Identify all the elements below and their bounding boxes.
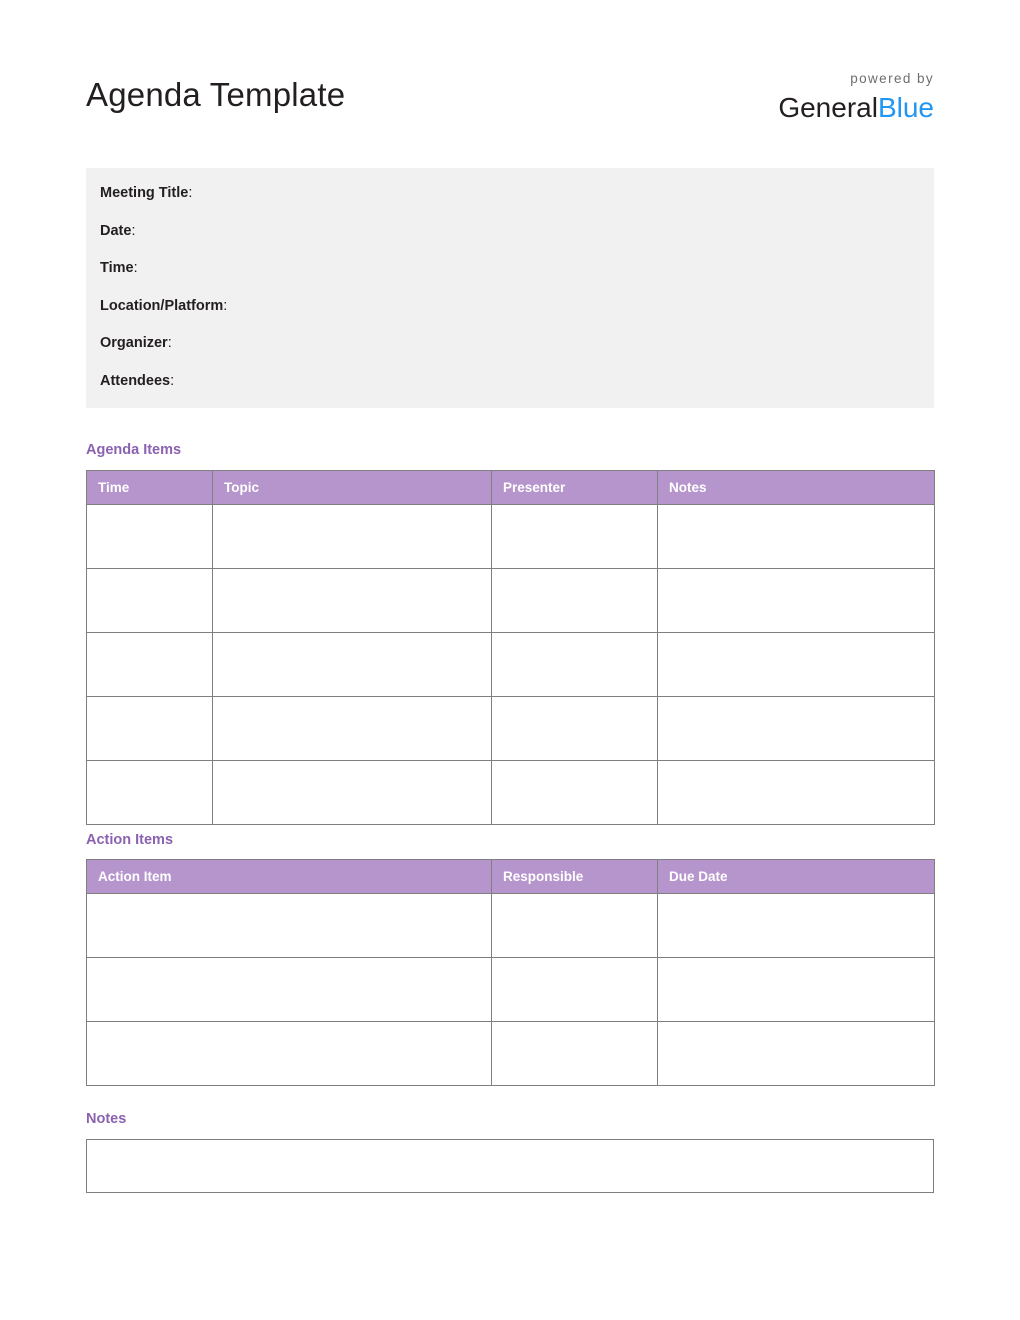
date-label: Date — [100, 222, 132, 239]
action-cell-item[interactable] — [87, 958, 492, 1022]
action-cell-due-date[interactable] — [658, 894, 935, 958]
table-row — [87, 569, 935, 633]
action-col-responsible: Responsible — [492, 860, 658, 894]
organizer-label: Organizer — [100, 335, 168, 351]
table-row — [87, 958, 935, 1022]
time-label: Time — [100, 260, 134, 276]
document-header — [86, 0, 934, 152]
table-row — [87, 1022, 935, 1086]
meeting-title-colon: : — [188, 185, 193, 201]
action-cell-due-date[interactable] — [658, 1022, 935, 1086]
brand-name — [778, 91, 934, 123]
location-label: Location/Platform — [100, 297, 224, 314]
agenda-cell-notes[interactable] — [658, 569, 935, 633]
agenda-cell-topic[interactable] — [213, 761, 492, 825]
page-content — [86, 0, 934, 152]
time-row[interactable] — [86, 261, 934, 276]
agenda-col-topic: Topic — [213, 471, 492, 505]
action-cell-item[interactable] — [87, 894, 492, 958]
organizer-colon: : — [167, 335, 172, 351]
attendees-label: Attendees — [100, 372, 171, 389]
date-row[interactable] — [86, 224, 934, 239]
agenda-cell-topic[interactable] — [213, 697, 492, 761]
brand-logo — [778, 72, 934, 122]
action-cell-responsible[interactable] — [492, 894, 658, 958]
action-items-section-title: Action Items — [86, 832, 174, 848]
table-header-row — [87, 860, 935, 894]
date-colon: : — [131, 222, 136, 239]
table-row — [87, 894, 935, 958]
action-cell-responsible[interactable] — [492, 1022, 658, 1086]
brand-name-first: General — [778, 91, 878, 123]
agenda-items-section-title: Agenda Items — [86, 442, 182, 458]
agenda-cell-topic[interactable] — [213, 505, 492, 569]
meeting-title-label: Meeting Title — [100, 185, 189, 201]
agenda-cell-notes[interactable] — [658, 697, 935, 761]
agenda-cell-presenter[interactable] — [492, 697, 658, 761]
agenda-cell-time[interactable] — [87, 505, 213, 569]
action-col-due-date: Due Date — [658, 860, 935, 894]
agenda-cell-presenter[interactable] — [492, 505, 658, 569]
agenda-cell-notes[interactable] — [658, 633, 935, 697]
agenda-cell-topic[interactable] — [213, 569, 492, 633]
attendees-colon: : — [170, 372, 175, 389]
action-cell-due-date[interactable] — [658, 958, 935, 1022]
table-row — [87, 505, 935, 569]
meeting-title-row[interactable] — [86, 186, 934, 201]
table-row — [87, 697, 935, 761]
agenda-cell-notes[interactable] — [658, 761, 935, 825]
agenda-cell-notes[interactable] — [658, 505, 935, 569]
agenda-cell-time[interactable] — [87, 761, 213, 825]
agenda-items-table-wrapper — [86, 470, 935, 825]
meeting-info-block — [86, 168, 934, 408]
location-row[interactable] — [86, 299, 934, 314]
action-items-table-wrapper — [86, 859, 935, 1086]
page-title: Agenda Template — [86, 76, 346, 113]
table-row — [87, 633, 935, 697]
notes-section-title: Notes — [86, 1111, 127, 1127]
agenda-cell-presenter[interactable] — [492, 569, 658, 633]
agenda-cell-presenter[interactable] — [492, 761, 658, 825]
location-colon: : — [223, 297, 228, 314]
agenda-col-notes: Notes — [658, 471, 935, 505]
agenda-items-table — [86, 470, 935, 825]
action-cell-responsible[interactable] — [492, 958, 658, 1022]
agenda-col-presenter: Presenter — [492, 471, 658, 505]
organizer-row[interactable] — [86, 336, 934, 351]
table-row — [87, 761, 935, 825]
notes-input-box[interactable] — [86, 1139, 934, 1193]
powered-by-label: powered by — [850, 71, 934, 86]
agenda-col-time: Time — [87, 471, 213, 505]
action-col-item: Action Item — [87, 860, 492, 894]
brand-name-second: Blue — [877, 91, 934, 123]
action-cell-item[interactable] — [87, 1022, 492, 1086]
agenda-cell-time[interactable] — [87, 569, 213, 633]
table-header-row — [87, 471, 935, 505]
action-items-table — [86, 859, 935, 1086]
attendees-row[interactable] — [86, 374, 934, 389]
agenda-cell-presenter[interactable] — [492, 633, 658, 697]
agenda-cell-time[interactable] — [87, 633, 213, 697]
agenda-cell-time[interactable] — [87, 697, 213, 761]
agenda-cell-topic[interactable] — [213, 633, 492, 697]
time-colon: : — [133, 260, 138, 276]
